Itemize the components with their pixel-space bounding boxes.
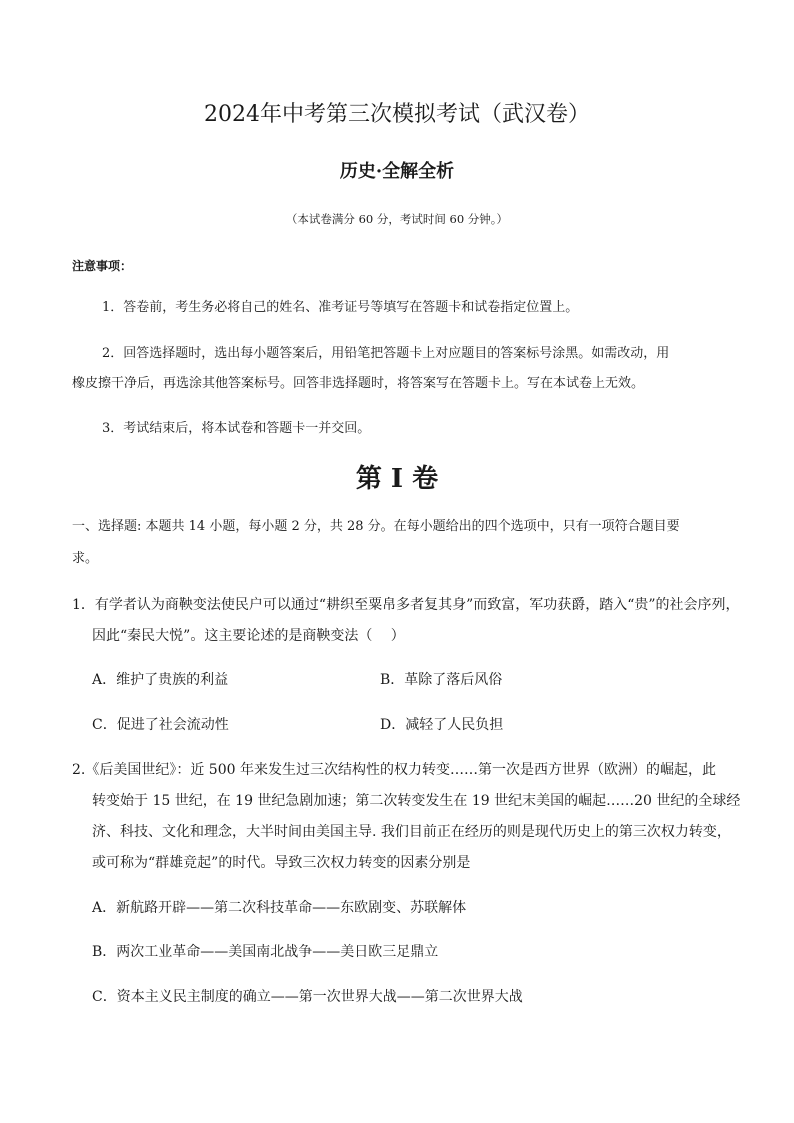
question-2-option-a: A．新航路开辟——第二次科技革命——东欧剧变、苏联解体 — [92, 900, 467, 916]
question-2-line-3: 济、科技、文化和理念，大半时间由美国主导. 我们目前正在经历的则是现代历史上的第三次权力转变， — [92, 824, 731, 840]
section-instruction: 一、选择题: 本题共 14 小题，每小题 2 分，共 28 分。在每小题给出的四个选项中，只有一项符合题目要 — [72, 519, 680, 534]
page-title: 2024年中考第三次模拟考试（武汉卷） — [204, 102, 590, 127]
page-subtitle: 历史·全解全析 — [339, 161, 455, 182]
exam-note: （本试卷满分 60 分，考试时间 60 分钟。） — [285, 212, 509, 226]
question-1-option-a: A．维护了贵族的利益 — [92, 672, 229, 688]
question-2-line-1: 2.《后美国世纪》：近 500 年来发生过三次结构性的权力转变……第一次是西方世界（欧洲）的崛起，此 — [72, 762, 716, 778]
notice-item-2: 2．回答选择题时，选出每小题答案后，用铅笔把答题卡上对应题目的答案标号涂黑。如需改动，用 — [102, 346, 670, 361]
question-1-line-1: 1．有学者认为商鞅变法使民户可以通过“耕织至粟帛多者复其身”而致富，军功获爵，踏入“贵”的社会序列， — [72, 597, 740, 613]
notice-item-3: 3．考试结束后，将本试卷和答题卡一并交回。 — [102, 421, 371, 436]
notice-heading: 注意事项： — [72, 259, 133, 273]
section-instruction-cont: 求。 — [72, 551, 99, 566]
notice-item-2-cont: 橡皮擦干净后，再选涂其他答案标号。回答非选择题时，将答案写在答题卡上。写在本试卷上无效。 — [72, 376, 645, 391]
question-1-option-b: B．革除了落后风俗 — [380, 672, 503, 688]
notice-item-1: 1．答卷前，考生务必将自己的姓名、准考证号等填写在答题卡和试卷指定位置上。 — [102, 300, 579, 315]
question-2-option-c: C．资本主义民主制度的确立——第一次世界大战——第二次世界大战 — [92, 989, 523, 1005]
question-2-option-b: B．两次工业革命——美国南北战争——美日欧三足鼎立 — [92, 944, 439, 960]
question-2-line-4: 或可称为“群雄竞起”的时代。导致三次权力转变的因素分别是 — [92, 855, 471, 871]
section-title: 第 I 卷 — [355, 464, 439, 494]
question-1-option-d: D．减轻了人民负担 — [380, 717, 504, 733]
question-2-line-2: 转变始于 15 世纪，在 19 世纪急剧加速；第二次转变发生在 19 世纪末美国的崛起……20 世纪的全球经 — [92, 793, 741, 809]
question-1-option-c: C．促进了社会流动性 — [92, 717, 229, 733]
question-1-line-2: 因此“秦民大悦”。这主要论述的是商鞅变法（ ） — [92, 628, 405, 644]
